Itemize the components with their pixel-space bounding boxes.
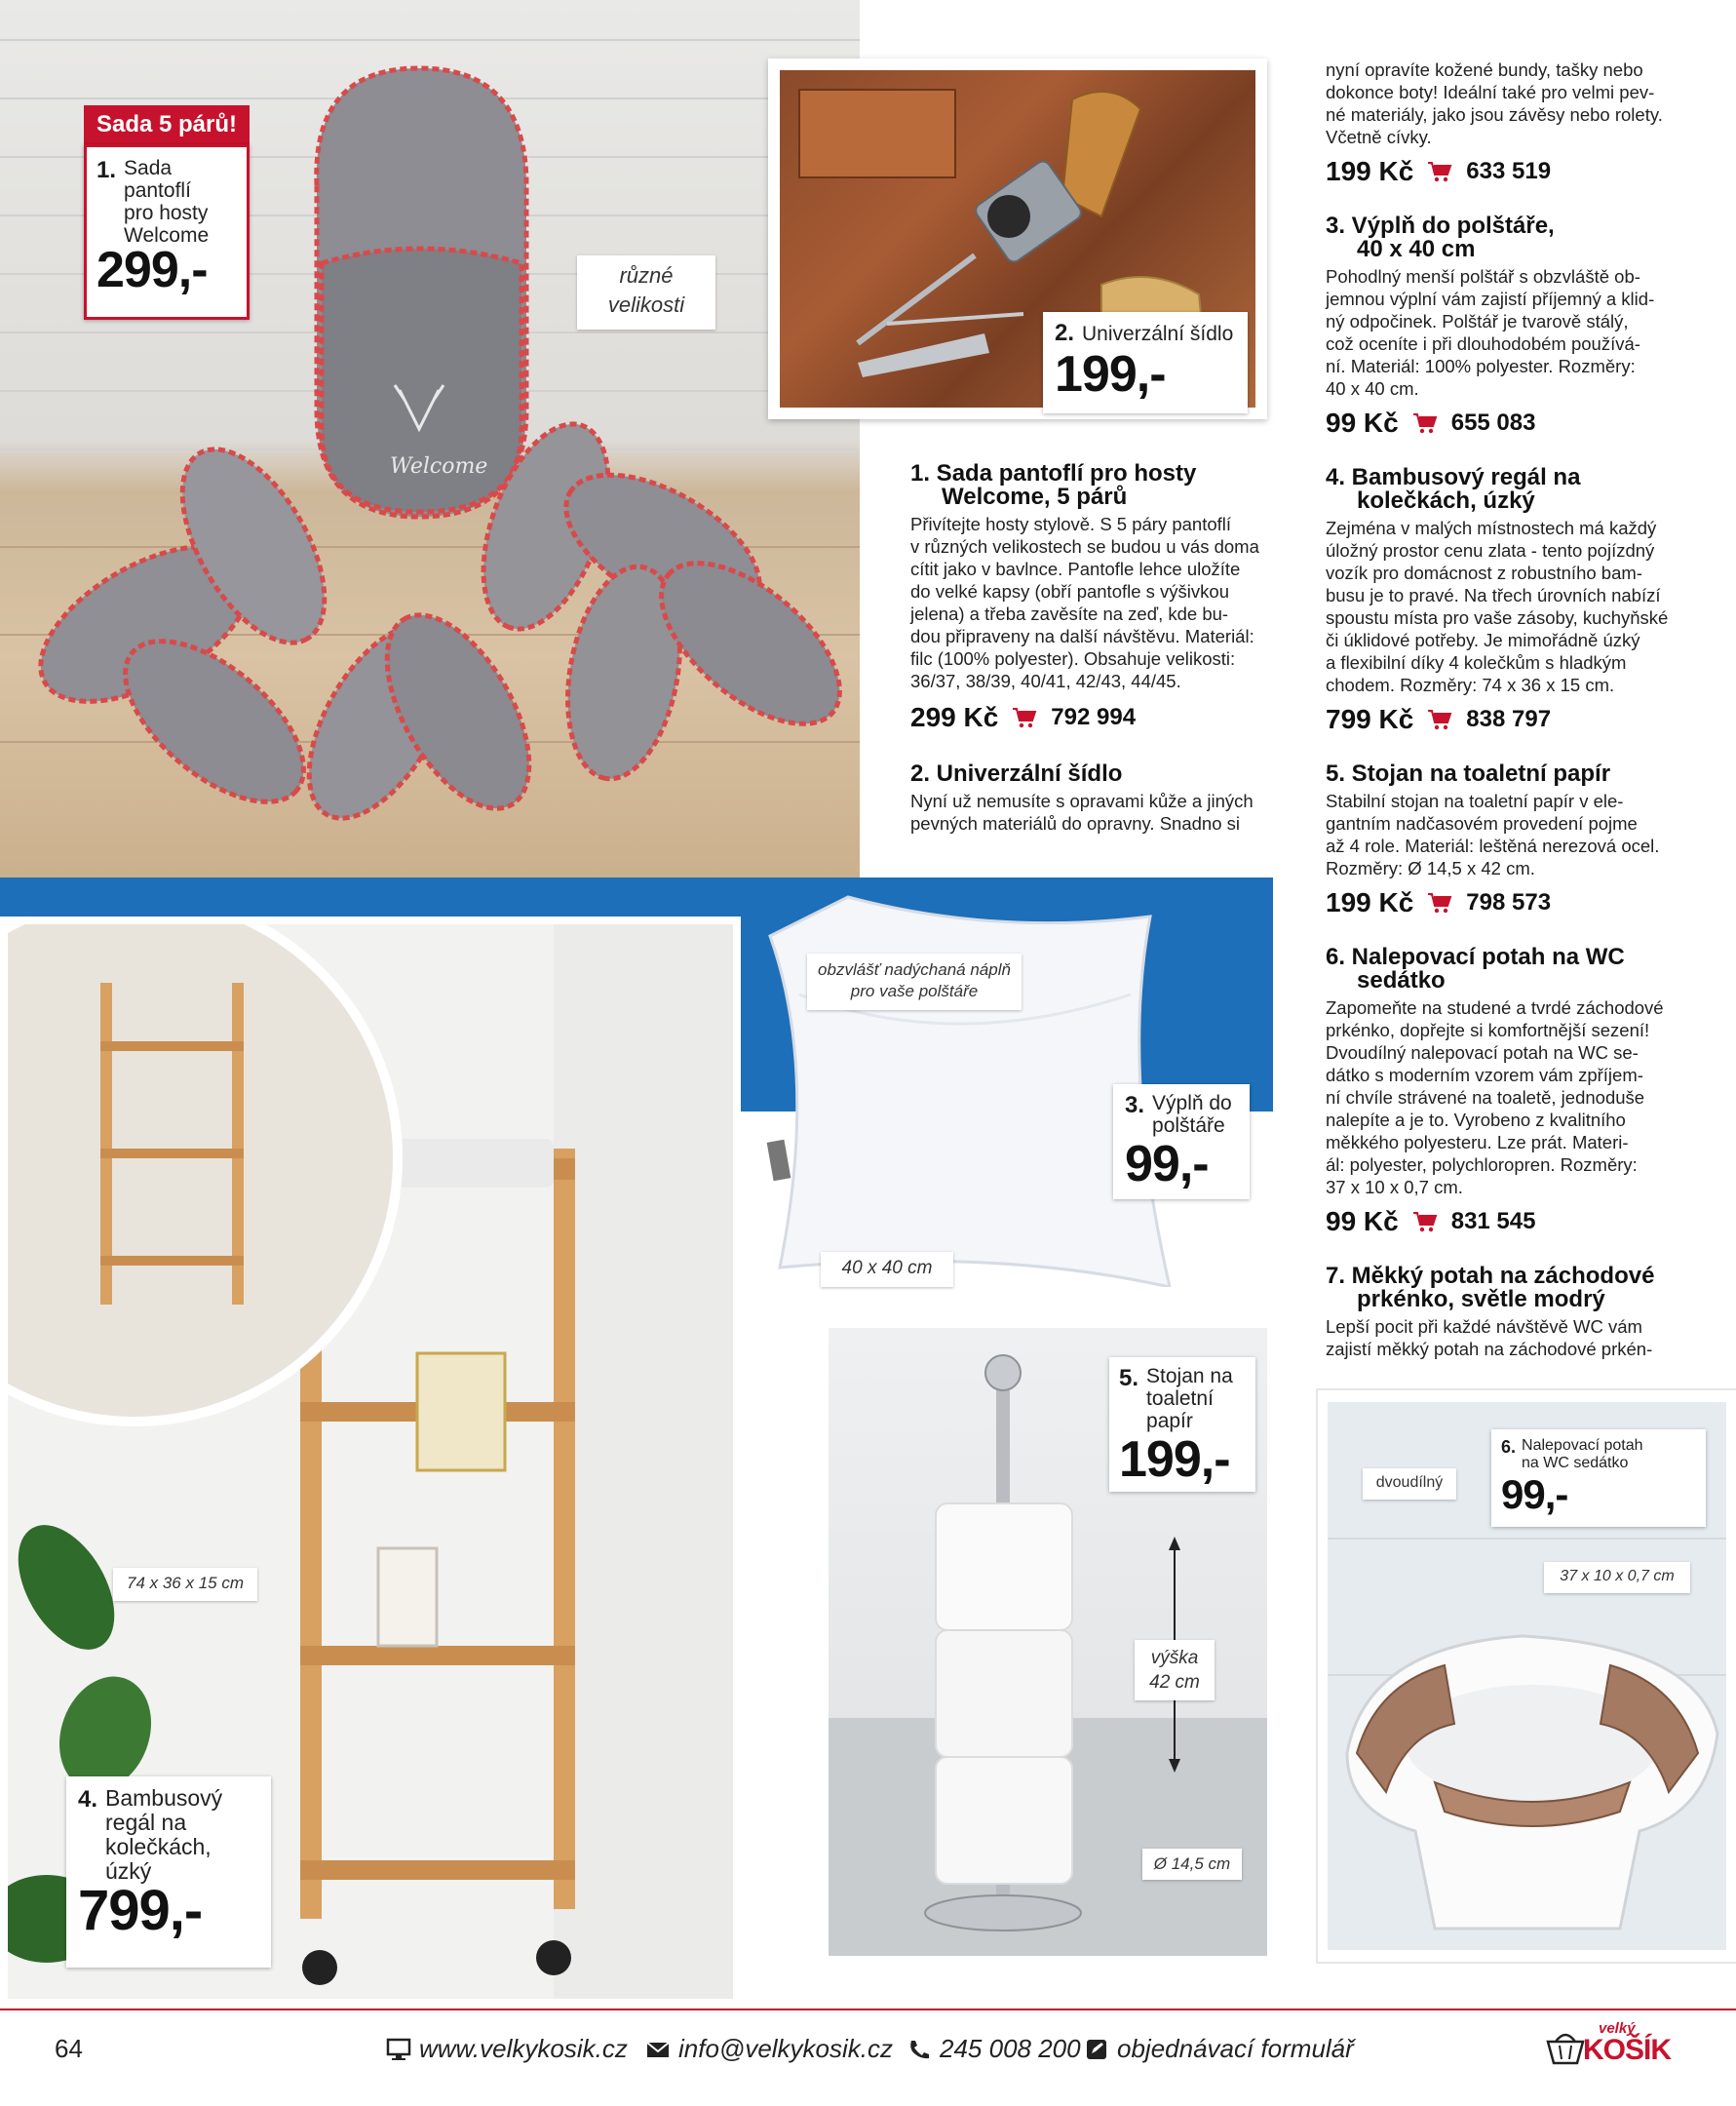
item-price: 799 Kč (1326, 704, 1414, 734)
desc-line: Pohodlný menší polštář s obzvláště ob- (1326, 266, 1640, 287)
pillow-illustration (741, 878, 1273, 1287)
footer-web[interactable] (386, 2034, 628, 2064)
desc-line: Zejména v malých místnostech má každý (1326, 518, 1657, 538)
desc-line: nalepíte a je to. Vyrobeno z kvalitního (1326, 1110, 1626, 1130)
tag-name (124, 157, 209, 247)
tag-price: 199,- (1119, 1431, 1230, 1488)
tag-name (1522, 1437, 1643, 1472)
desc-line: prkénko, dopřejte si komfortnější sezení! (1326, 1020, 1650, 1040)
tag-name-line: Welcome (124, 224, 210, 247)
price-row-cart (1326, 702, 1678, 737)
item-title-seat-cover (1326, 946, 1678, 993)
desc-line: Rozměry: Ø 14,5 x 42 cm. (1326, 858, 1535, 878)
form-icon (1084, 2038, 1109, 2061)
desc-line: chodem. Rozměry: 74 x 36 x 15 cm. (1326, 675, 1615, 695)
order-code: 655 083 (1450, 410, 1536, 436)
two-part-label: dvoudílný (1363, 1468, 1456, 1500)
pillow-note (807, 954, 1022, 1010)
item-desc-cart (1326, 517, 1678, 696)
price-tag-awl (1043, 312, 1248, 413)
pillow-size-label: 40 x 40 cm (821, 1252, 953, 1287)
tag-name (105, 1786, 222, 1884)
order-code: 831 545 (1450, 1208, 1536, 1234)
tag-number: 1. (96, 157, 117, 183)
footer-web-text: www.velkykosik.cz (419, 2034, 628, 2063)
price-row-pillow (1326, 406, 1678, 441)
seat-cover-photo (1328, 1402, 1726, 1950)
desc-line: úložný prostor cenu zlata - tento pojízdný (1326, 540, 1655, 561)
tag-name-line: úzký (105, 1858, 152, 1884)
price-tag-slippers (84, 144, 250, 320)
desc-line: gantním nadčasovém provedení pojme (1326, 813, 1638, 834)
desc-line: dou připraveny na další návštěvu. Materiál: (910, 626, 1254, 646)
desc-line: což oceníte i při dlouhodobém používá- (1326, 333, 1640, 354)
item-title-line: 4. Bambusový regál na (1326, 464, 1581, 490)
order-code: 792 994 (1051, 704, 1137, 730)
tag-number: 4. (78, 1786, 98, 1813)
tag-price: 799,- (78, 1879, 203, 1942)
tag-name-line: Výplň do (1152, 1092, 1232, 1114)
desc-line: cítit jako v bavlnce. Pantofle lehce uložíte (910, 559, 1241, 579)
item-desc-awl (910, 790, 1273, 835)
cart-icon[interactable] (1427, 892, 1452, 914)
tag-name-line: kolečkách, (105, 1834, 212, 1859)
desc-line: či úklidové potřeby. Je mimořádně úzký (1326, 630, 1640, 650)
cart-icon[interactable] (1012, 707, 1037, 728)
desc-line: 36/37, 38/39, 40/41, 42/43, 44/45. (910, 671, 1181, 691)
slippers-photo (0, 0, 860, 878)
price-row-awl (1326, 154, 1678, 189)
item-price: 99 Kč (1326, 408, 1399, 438)
tag-name-line: papír (1146, 1410, 1193, 1432)
footer-email-text: info@velkykosik.cz (678, 2034, 894, 2063)
desc-line: jemnou výplní vám zajistí příjemný a klid- (1326, 289, 1655, 309)
right-text-column (1326, 58, 1678, 1360)
velky-kosik-logo[interactable] (1544, 2020, 1680, 2073)
cart-icon[interactable] (1427, 709, 1452, 730)
logo-top-text: velký (1599, 2020, 1636, 2037)
desc-line: vozík pro domácnost z robustního bam- (1326, 563, 1642, 583)
item-desc-slippers (910, 513, 1273, 692)
item-title-line: 3. Výplň do polštáře, (1326, 213, 1555, 239)
price-tag-seat-cover (1491, 1429, 1706, 1527)
note-line: výška (1150, 1648, 1199, 1668)
item-desc-seat-cover (1326, 996, 1678, 1198)
tag-name-line: toaletní (1146, 1387, 1214, 1410)
tag-price: 99,- (1125, 1136, 1209, 1192)
tag-number: 6. (1501, 1437, 1517, 1457)
price-tag-pillow (1113, 1084, 1250, 1199)
desc-line: a flexibilní díky 4 kolečkům s hladkým (1326, 652, 1627, 673)
footer-phone-text: 245 008 200 (940, 2034, 1081, 2063)
footer-phone[interactable] (907, 2034, 1081, 2064)
tag-name-line: pro hosty (124, 202, 209, 224)
price-tag-cart (66, 1776, 271, 1968)
tag-number: 2. (1055, 320, 1075, 346)
desc-line: ní. Materiál: 100% polyester. Rozměry: (1326, 356, 1636, 376)
price-row-slippers (910, 700, 1273, 735)
tag-name: Univerzální šídlo (1082, 323, 1234, 345)
set-badge: Sada 5 párů! (84, 105, 250, 144)
item-title-line: Welcome, 5 párů (942, 484, 1128, 510)
note-line: velikosti (607, 292, 685, 317)
note-line: obzvlášť nadýchaná náplň (818, 960, 1011, 979)
desc-line: 37 x 10 x 0,7 cm. (1326, 1177, 1463, 1197)
desc-line: ný odpočinek. Polštář je tvarově stálý, (1326, 311, 1629, 332)
item-title-line: 40 x 40 cm (1357, 236, 1476, 262)
desc-line: Stabilní stojan na toaletní papír v ele- (1326, 791, 1624, 811)
cart-icon[interactable] (1412, 412, 1438, 434)
item-title-awl: 2. Univerzální šídlo (910, 760, 1123, 787)
item-price: 99 Kč (1326, 1206, 1399, 1236)
item-title-pillow (1326, 214, 1678, 261)
order-code: 838 797 (1466, 706, 1552, 732)
tag-name-line: Bambusový (105, 1785, 223, 1811)
item-desc-tp-stand (1326, 790, 1678, 879)
item-title-soft-cover (1326, 1265, 1678, 1311)
item-price: 199 Kč (1326, 887, 1414, 917)
tag-price: 99,- (1501, 1471, 1568, 1517)
desc-line: dokonce boty! Ideální také pro velmi pev- (1326, 82, 1655, 102)
middle-text-column (910, 462, 1273, 835)
desc-line: Zapomeňte na studené a tvrdé záchodové (1326, 997, 1664, 1018)
tag-number: 5. (1119, 1365, 1139, 1391)
note-line: 42 cm (1149, 1672, 1200, 1693)
tp-stand-photo (823, 1322, 1273, 1962)
desc-line: Dvoudílný nalepovací potah na WC se- (1326, 1042, 1639, 1063)
cart-icon[interactable] (1412, 1211, 1438, 1232)
desc-line: Lepší pocit při každé návštěvě WC vám (1326, 1316, 1642, 1337)
tag-price: 299,- (96, 242, 208, 298)
tag-name-line: polštáře (1152, 1114, 1225, 1137)
seat-size-label: 37 x 10 x 0,7 cm (1544, 1562, 1690, 1593)
page-footer (0, 2008, 1736, 2083)
item-title-slippers (910, 462, 1273, 509)
phone-icon (907, 2038, 932, 2061)
price-tag-tp-stand (1109, 1357, 1255, 1492)
item-title-line: kolečkách, úzký (1357, 488, 1535, 514)
item-title-line: sedátko (1357, 967, 1446, 994)
order-code: 633 519 (1466, 158, 1552, 184)
item-price: 199 Kč (1326, 156, 1414, 186)
page-number: 64 (55, 2034, 83, 2063)
desc-line: 40 x 40 cm. (1326, 378, 1419, 399)
desc-line: Včetně cívky. (1326, 127, 1432, 147)
note-line: pro vaše polštáře (850, 982, 979, 1000)
desc-line: do velké kapsy (obří pantofle s výšivkou (910, 581, 1229, 602)
tag-number: 3. (1125, 1092, 1145, 1118)
item-desc-awl-continued (1326, 58, 1678, 148)
various-sizes-note (577, 255, 715, 330)
tag-name (1152, 1092, 1232, 1137)
tp-height-label (1135, 1640, 1215, 1700)
tag-name-line: pantoflí (124, 179, 191, 202)
desc-line: Nyní už nemusíte s opravami kůže a jiných (910, 791, 1254, 811)
monitor-icon (386, 2038, 411, 2061)
logo-main-text: KOŠÍK (1583, 2034, 1672, 2066)
desc-line: pevných materiálů do opravny. Snadno si (910, 813, 1240, 834)
item-price: 299 Kč (910, 702, 999, 732)
tag-name (1146, 1365, 1233, 1432)
item-title-line: 1. Sada pantoflí pro hosty (910, 460, 1197, 487)
tag-name-line: regál na (105, 1810, 187, 1835)
desc-line: Přivítejte hosty stylově. S 5 páry pantoflí (910, 514, 1232, 534)
note-line: různé (619, 263, 674, 288)
seat-cover-photo-frame (1318, 1390, 1736, 1962)
desc-line: nyní opravíte kožené bundy, tašky nebo (1326, 59, 1643, 80)
desc-line: zajistí měkký potah na záchodové prkén- (1326, 1339, 1653, 1359)
footer-order-form-text: objednávací formulář (1117, 2034, 1354, 2063)
envelope-icon (645, 2038, 671, 2061)
item-title-cart (1326, 466, 1678, 513)
item-title-line: prkénko, světle modrý (1357, 1286, 1605, 1312)
slipper-embroidery: Welcome (390, 454, 488, 479)
item-desc-pillow (1326, 265, 1678, 400)
desc-line: busu je to pravé. Na třech úrovních nabízí (1326, 585, 1661, 605)
cart-icon[interactable] (1427, 161, 1452, 182)
awl-photo-frame (768, 58, 1267, 419)
desc-line: dátko s moderním vzorem vám zpříjem- (1326, 1065, 1643, 1085)
basket-icon (1544, 2028, 1587, 2067)
tp-diameter-label: Ø 14,5 cm (1142, 1849, 1242, 1880)
item-desc-soft-cover (1326, 1315, 1678, 1360)
desc-line: v různých velikostech se budou u vás doma (910, 536, 1259, 557)
desc-line: né materiály, jako jsou závěsy nebo rolety. (1326, 104, 1663, 125)
desc-line: ní chvíle strávené na toaletě, jednoduše (1326, 1087, 1645, 1108)
desc-line: až 4 role. Materiál: leštěná nerezová ocel. (1326, 836, 1660, 856)
tag-name-line: Nalepovací potah (1522, 1437, 1643, 1454)
desc-line: ál: polyester, polychloropren. Rozměry: (1326, 1154, 1638, 1175)
cart-size-label: 74 x 36 x 15 cm (113, 1568, 257, 1601)
item-title-line: 6. Nalepovací potah na WC (1326, 944, 1625, 970)
desc-line: měkkého polyesteru. Lze prát. Materi- (1326, 1132, 1629, 1152)
price-row-seat-cover (1326, 1204, 1678, 1239)
item-title-tp-stand: 5. Stojan na toaletní papír (1326, 760, 1611, 787)
tag-name-line: na WC sedátko (1522, 1455, 1629, 1471)
tag-price: 199,- (1055, 346, 1166, 403)
tag-name-line: Sada (124, 157, 173, 179)
footer-order-form[interactable] (1084, 2034, 1354, 2064)
pillow-photo (741, 878, 1273, 1287)
footer-email[interactable] (645, 2034, 893, 2064)
tag-name-line: Stojan na (1146, 1365, 1233, 1387)
item-title-line: 7. Měkký potah na záchodové (1326, 1263, 1655, 1289)
price-row-tp-stand (1326, 885, 1678, 920)
desc-line: jelena) a třeba zavěsíte na zeď, kde bu- (910, 604, 1229, 624)
desc-line: filc (100% polyester). Obsahuje velikosti: (910, 648, 1236, 669)
bamboo-cart-photo (0, 916, 741, 2007)
order-code: 798 573 (1466, 889, 1552, 916)
desc-line: spoustu místa pro vaše zásoby, kuchyňské (1326, 607, 1669, 628)
